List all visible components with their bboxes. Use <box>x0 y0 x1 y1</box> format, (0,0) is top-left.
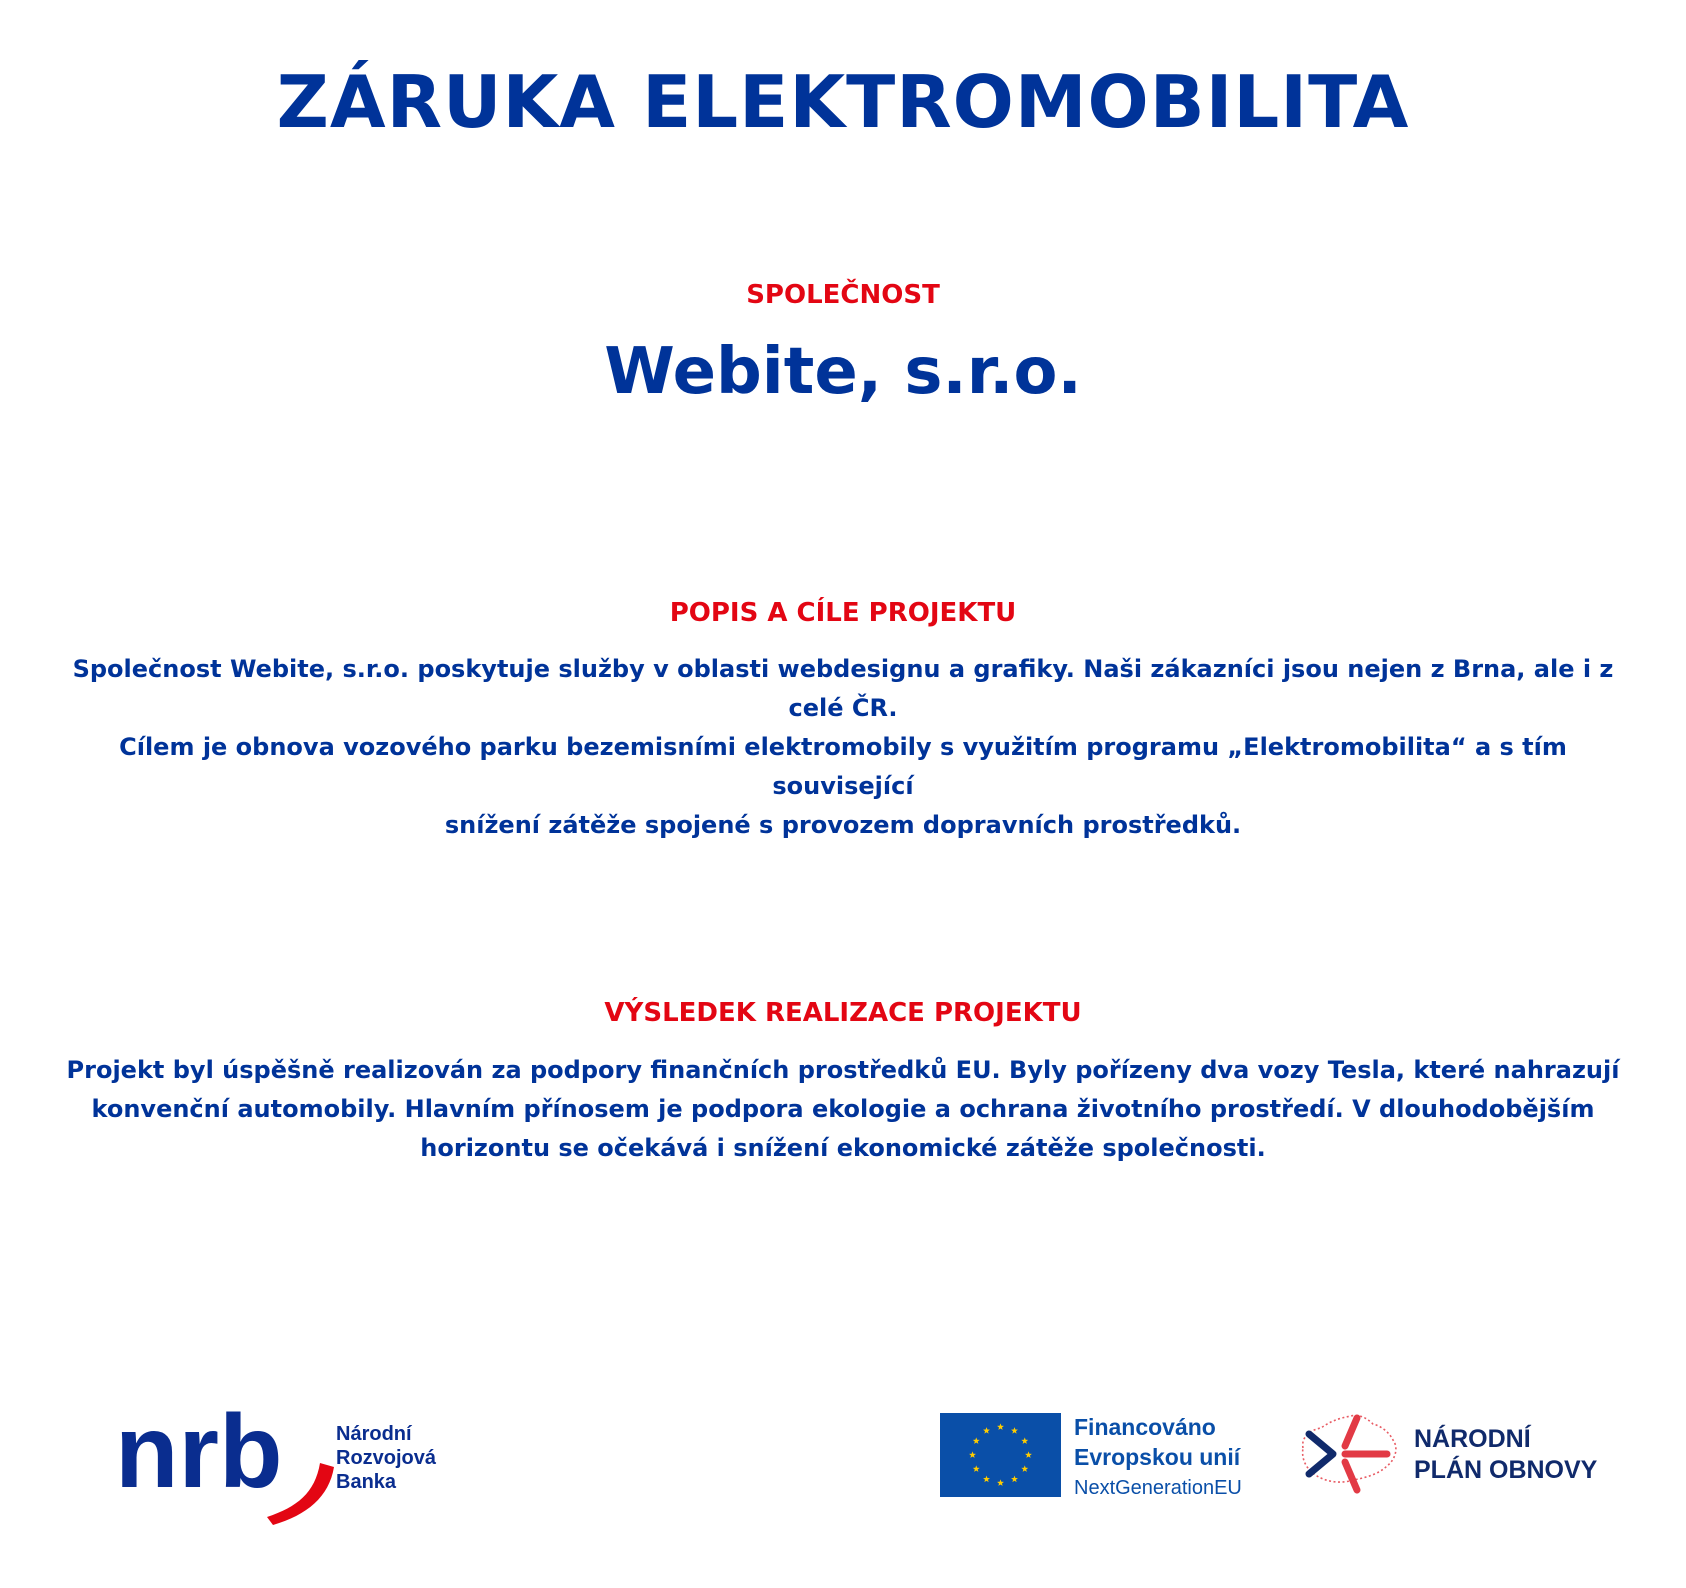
description-label: POPIS A CÍLE PROJEKTU <box>669 598 1017 628</box>
nrb-text <box>336 1422 436 1494</box>
result-line: horizontu se očekává i snížení ekonomické zátěže společnosti. <box>420 1134 1266 1162</box>
npo-logo-icon <box>1295 1408 1405 1500</box>
description-text <box>50 650 1636 845</box>
npo-text-line1: NÁRODNÍ <box>1414 1425 1531 1453</box>
description-line: Společnost Webite, s.r.o. poskytuje služby v oblasti webdesignu a grafiky. Naši zákazníci jsou nejen z Brna, ale i z celé ČR. <box>72 655 1614 722</box>
nrb-text-line: Národní <box>336 1423 412 1445</box>
eu-text-line1: Financováno <box>1074 1414 1216 1440</box>
result-line: Projekt byl úspěšně realizován za podpory finančních prostředků EU. Byly pořízeny dva vozy Tesla, které nahrazují <box>66 1056 1620 1084</box>
description-line: Cílem je obnova vozového parku bezemisními elektromobily s využitím programu „Elektromobilita“ a s tím související <box>119 733 1567 800</box>
npo-text-line2: PLÁN OBNOVY <box>1414 1456 1598 1484</box>
eu-text-line2: Evropskou unií <box>1074 1444 1241 1470</box>
result-line: konvenční automobily. Hlavním přínosem je podpora ekologie a ochrana životního prostředí. V dlouhodobějším <box>91 1095 1595 1123</box>
company-label: SPOLEČNOST <box>746 280 940 310</box>
result-text <box>50 1051 1636 1168</box>
description-line: snížení zátěže spojené s provozem dopravních prostředků. <box>444 811 1242 839</box>
nrb-text-line: Rozvojová <box>336 1447 437 1469</box>
nrb-text-line: Banka <box>336 1471 397 1493</box>
eu-text-line3: NextGenerationEU <box>1074 1477 1242 1499</box>
result-label: VÝSLEDEK REALIZACE PROJEKTU <box>604 998 1082 1028</box>
npo-text <box>1414 1424 1597 1486</box>
eu-flag-icon <box>940 1413 1061 1497</box>
company-name: Webite, s.r.o. <box>604 335 1082 409</box>
page-title: ZÁRUKA ELEKTROMOBILITA <box>276 60 1410 144</box>
eu-funding-text <box>1074 1412 1242 1504</box>
nrb-logo-mark: nrb <box>115 1395 283 1510</box>
